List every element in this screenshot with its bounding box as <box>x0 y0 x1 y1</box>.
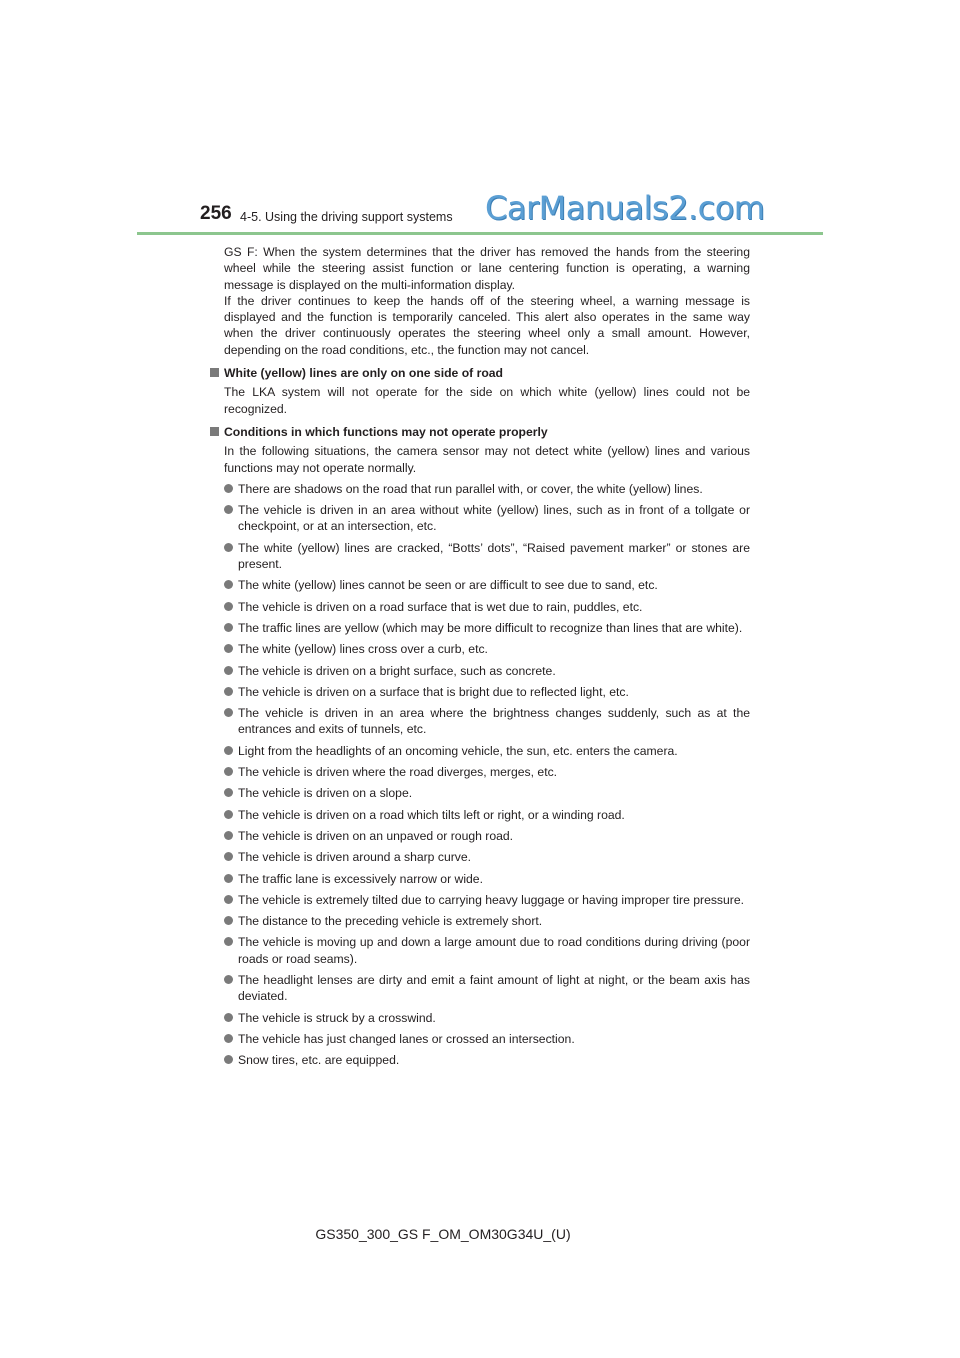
bullet-dot-icon <box>224 810 233 819</box>
intro-paragraph: If the driver continues to keep the hands off of the steering wheel, a warning message is displayed and the function is temporarily canceled. This alert also operates in the same way when the driver continuously operates the steering wheel only a small amount. However, depending on the road conditions, etc., the function may not cancel. <box>224 293 750 357</box>
bullet-dot-icon <box>224 788 233 797</box>
bullet-dot-icon <box>224 543 233 552</box>
section-body: In the following situations, the camera sensor may not detect white (yellow) lines and various functions may not operate normally. <box>224 444 750 475</box>
conditions-list <box>224 481 750 1069</box>
page-number: 256 <box>200 203 232 224</box>
section-heading-text: White (yellow) lines are only on one side of road <box>224 366 503 381</box>
section-heading <box>224 365 750 381</box>
list-item <box>224 540 750 573</box>
list-item-text: The distance to the preceding vehicle is extremely short. <box>238 914 543 929</box>
list-item-text: The vehicle is struck by a crosswind. <box>238 1010 436 1025</box>
bullet-dot-icon <box>224 916 233 925</box>
list-item <box>224 1052 750 1068</box>
bullet-dot-icon <box>224 831 233 840</box>
square-bullet-icon <box>210 368 219 377</box>
list-item <box>224 577 750 593</box>
list-item-text: The vehicle is driven on an unpaved or rough road. <box>238 828 514 843</box>
bullet-dot-icon <box>224 623 233 632</box>
list-item-text: Snow tires, etc. are equipped. <box>238 1053 400 1068</box>
bullet-dot-icon <box>224 666 233 675</box>
list-item-text: The vehicle is driven in an area without white (yellow) lines, such as in front of a tollgate or checkpoint, or at an intersection, etc. <box>238 503 750 534</box>
page-content <box>224 244 750 1068</box>
intro-text <box>224 244 750 358</box>
list-item <box>224 1031 750 1047</box>
list-item <box>224 807 750 823</box>
list-item-text: Light from the headlights of an oncoming vehicle, the sun, etc. enters the camera. <box>238 743 678 758</box>
list-item-text: The vehicle is driven around a sharp curve. <box>238 850 472 865</box>
list-item-text: The white (yellow) lines are cracked, “Botts’ dots”, “Raised pavement marker” or stones are present. <box>238 540 750 572</box>
footer-code: GS350_300_GS F_OM_OM30G34U_(U) <box>315 1226 571 1242</box>
list-item <box>224 684 750 700</box>
section-heading-text: Conditions in which functions may not operate properly <box>224 424 548 439</box>
bullet-dot-icon <box>224 602 233 611</box>
list-item-text: The vehicle is moving up and down a large amount due to road conditions during driving (poor roads or road seams). <box>238 935 750 966</box>
list-item-text: The vehicle is driven on a slope. <box>238 786 413 801</box>
bullet-dot-icon <box>224 874 233 883</box>
list-item-text: The headlight lenses are dirty and emit a faint amount of light at night, or the beam axis has deviated. <box>238 972 750 1004</box>
list-item <box>224 743 750 759</box>
bullet-dot-icon <box>224 1034 233 1043</box>
bullet-dot-icon <box>224 746 233 755</box>
list-item <box>224 502 750 535</box>
bullet-dot-icon <box>224 937 233 946</box>
square-bullet-icon <box>210 427 219 436</box>
list-item <box>224 972 750 1005</box>
list-item <box>224 663 750 679</box>
list-item-text: The vehicle is driven on a road surface that is wet due to rain, puddles, etc. <box>238 599 643 614</box>
list-item-text: The vehicle is driven in an area where the brightness changes suddenly, such as at the entrances and exits of tunnels, etc. <box>238 706 750 737</box>
list-item <box>224 828 750 844</box>
list-item <box>224 481 750 497</box>
bullet-dot-icon <box>224 1055 233 1064</box>
list-item <box>224 892 750 908</box>
list-item <box>224 934 750 967</box>
list-item-text: The vehicle is extremely tilted due to carrying heavy luggage or having improper tire pressure. <box>238 892 745 907</box>
section-body: The LKA system will not operate for the side on which white (yellow) lines could not be recognized. <box>224 385 750 416</box>
bullet-dot-icon <box>224 580 233 589</box>
list-item <box>224 620 750 636</box>
section-title: 4-5. Using the driving support systems <box>240 210 453 224</box>
bullet-dot-icon <box>224 852 233 861</box>
list-item-text: The vehicle is driven on a road which tilts left or right, or a winding road. <box>238 807 625 822</box>
bullet-dot-icon <box>224 767 233 776</box>
list-item-text: There are shadows on the road that run parallel with, or cover, the white (yellow) lines. <box>238 481 703 496</box>
list-item <box>224 764 750 780</box>
list-item-text: The traffic lines are yellow (which may be more difficult to recognize than lines that are white). <box>238 620 743 635</box>
list-item <box>224 849 750 865</box>
list-item-text: The traffic lane is excessively narrow or wide. <box>238 871 483 886</box>
bullet-dot-icon <box>224 975 233 984</box>
list-item-text: The white (yellow) lines cannot be seen or are difficult to see due to sand, etc. <box>238 578 658 593</box>
bullet-dot-icon <box>224 484 233 493</box>
list-item-text: The white (yellow) lines cross over a curb, etc. <box>238 642 488 657</box>
section-heading <box>224 424 750 440</box>
list-item <box>224 705 750 738</box>
list-item <box>224 599 750 615</box>
list-item <box>224 785 750 801</box>
bullet-dot-icon <box>224 895 233 904</box>
list-item-text: The vehicle is driven where the road diverges, merges, etc. <box>238 765 558 780</box>
list-item-text: The vehicle is driven on a bright surface, such as concrete. <box>238 663 556 678</box>
bullet-dot-icon <box>224 708 233 717</box>
list-item <box>224 871 750 887</box>
list-item <box>224 913 750 929</box>
page-header <box>200 189 822 236</box>
bullet-dot-icon <box>224 1013 233 1022</box>
list-item-text: The vehicle has just changed lanes or crossed an intersection. <box>238 1031 575 1046</box>
bullet-dot-icon <box>224 505 233 514</box>
intro-paragraph: GS F: When the system determines that the driver has removed the hands from the steering wheel while the steering assist function or lane centering function is operating, a warning message is displayed on the multi-information display. <box>224 245 750 292</box>
list-item-text: The vehicle is driven on a surface that is bright due to reflected light, etc. <box>238 684 629 699</box>
bullet-dot-icon <box>224 687 233 696</box>
header-divider <box>137 232 823 235</box>
watermark-logo: CarManuals2.com <box>485 189 765 227</box>
list-item <box>224 1010 750 1026</box>
bullet-dot-icon <box>224 644 233 653</box>
list-item <box>224 641 750 657</box>
